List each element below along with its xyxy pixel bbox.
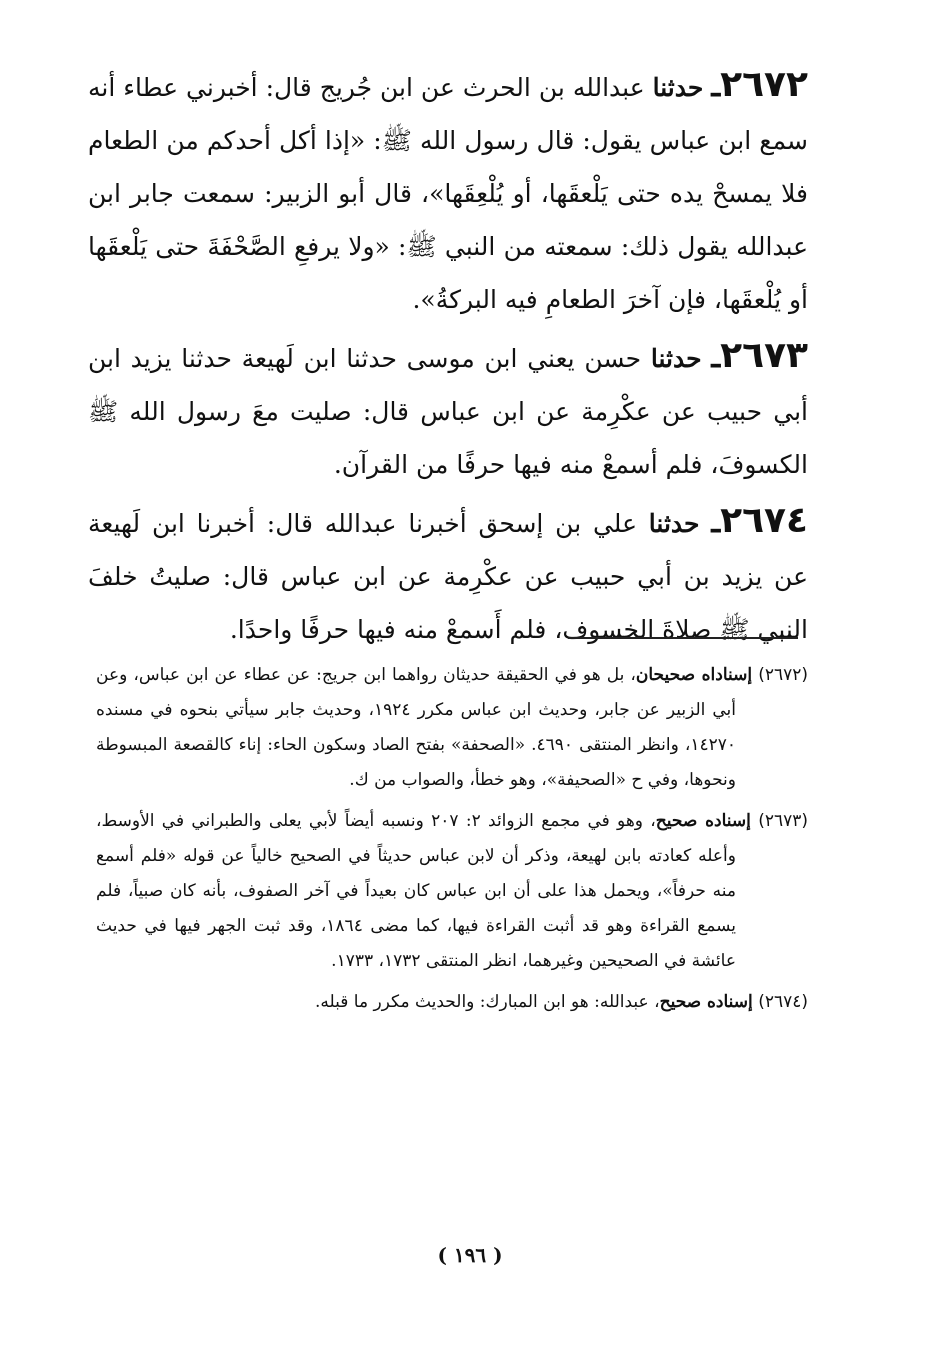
hadith-dash: ـ [711,69,721,104]
hadith-keyword: حدثنا [652,73,704,102]
hadith-text: عبدالله بن الحرث عن ابن جُريج قال: أخبرني عطاء أنه سمع ابن عباس يقول: قال رسول الله ﷺ: «إذا أكل أحدكم من الطعام فلا يمسحْ يده حتى يَلْعقَها، أو يُلْعِقَها»، قال أبو الزبير: سمعت جابر ابن عبدالله يقول ذلك: سمعته من النبي ﷺ: «ولا يرفعِ الصَّحْفَةَ حتى يَلْعقَها أو يُلْعقَها، فإن آخرَ الطعامِ فيه البركةُ». [88,73,808,314]
footnote-separator [568,637,798,639]
hadith-keyword: حدثنا [650,344,702,373]
hadith-dash: ـ [711,505,721,540]
footnote-grade: إسناده صحيح [659,992,753,1012]
footnote-text: ، بل هو في الحقيقة حديثان رواهما ابن جريج: عن عطاء عن ابن عباس، وعن أبي الزبير عن جابر، وحديث ابن عباس مكرر ١٩٢٤، وحديث جابر سيأتي بنحوه في مسنده ١٤٢٧٠، وانظر المنتقى ٤٦٩٠. «الصحفة» بفتح الصاد وسكون الحاء: إناء كالقصعة المبسوطة ونحوها، وفي ح «الصحيفة»، وهو خطأ، والصواب من ك. [96,665,737,790]
footnote-ref: (٢٦٧٤) [758,992,808,1012]
hadith-number: ٢٦٧٢ [720,64,808,105]
hadith-2673 [88,329,808,491]
hadith-number: ٢٦٧٤ [720,500,808,541]
footnote-2673 [96,804,808,979]
footnote-2674 [96,985,808,1020]
hadith-2674 [88,494,808,656]
hadith-text: علي بن إسحق أخبرنا عبدالله قال: أخبرنا ابن لَهيعة عن يزيد بن أبي حبيب عن عكْرِمة عن ابن عباس قال: صليتُ خلفَ النبي ﷺ صلاةَ الخسوف، فلم أَسمعْ منه فيها حرفًا واحدًا. [88,509,808,644]
footnote-ref: (٢٦٧٣) [758,811,809,831]
hadith-dash: ـ [711,340,721,375]
page-number: ( ١٩٦ ) [437,1243,503,1267]
footnotes [96,658,808,1026]
footnote-ref: (٢٦٧٢) [758,665,808,685]
footnote-grade: إسناده صحيح [655,811,751,831]
hadith-keyword: حدثنا [648,509,700,538]
hadith-text: حسن يعني ابن موسى حدثنا ابن لَهيعة حدثنا يزيد ابن أبي حبيب عن عكْرِمة عن ابن عباس قال: صليت معَ رسول الله ﷺ الكسوفَ، فلم أسمعْ منه فيها حرفًا من القرآن. [88,344,808,479]
hadith-number: ٢٦٧٣ [720,335,809,376]
hadith-2672 [88,58,808,326]
footnote-grade: إسناداه صحيحان [635,665,753,685]
footnote-text: ، عبدالله: هو ابن المبارك: والحديث مكرر ما قبله. [314,992,660,1012]
main-text [88,58,808,659]
footnote-text: ، وهو في مجمع الزوائد ٢: ٢٠٧ ونسبه أيضاً لأبي يعلى والطبراني في الأوسط، وأعله كعادته بابن لهيعة، وذكر أن لابن عباس حديثاً في الصحيح خالياً عن قوله «فلم أسمع منه حرفاً»، ويحمل هذا على أن ابن عباس كان بعيداً في آخر الصفوف، بأنه كان صبياً، فلم يسمع القراءة وهو قد أثبت القراءة فيها، كما مضى ١٨٦٤، وقد ثبت الجهر فيها في حديث عائشة في الصحيحين وغيرهما، انظر المنتقى ١٧٣٢، ١٧٣٣. [96,811,736,971]
footnote-2672 [96,658,808,798]
